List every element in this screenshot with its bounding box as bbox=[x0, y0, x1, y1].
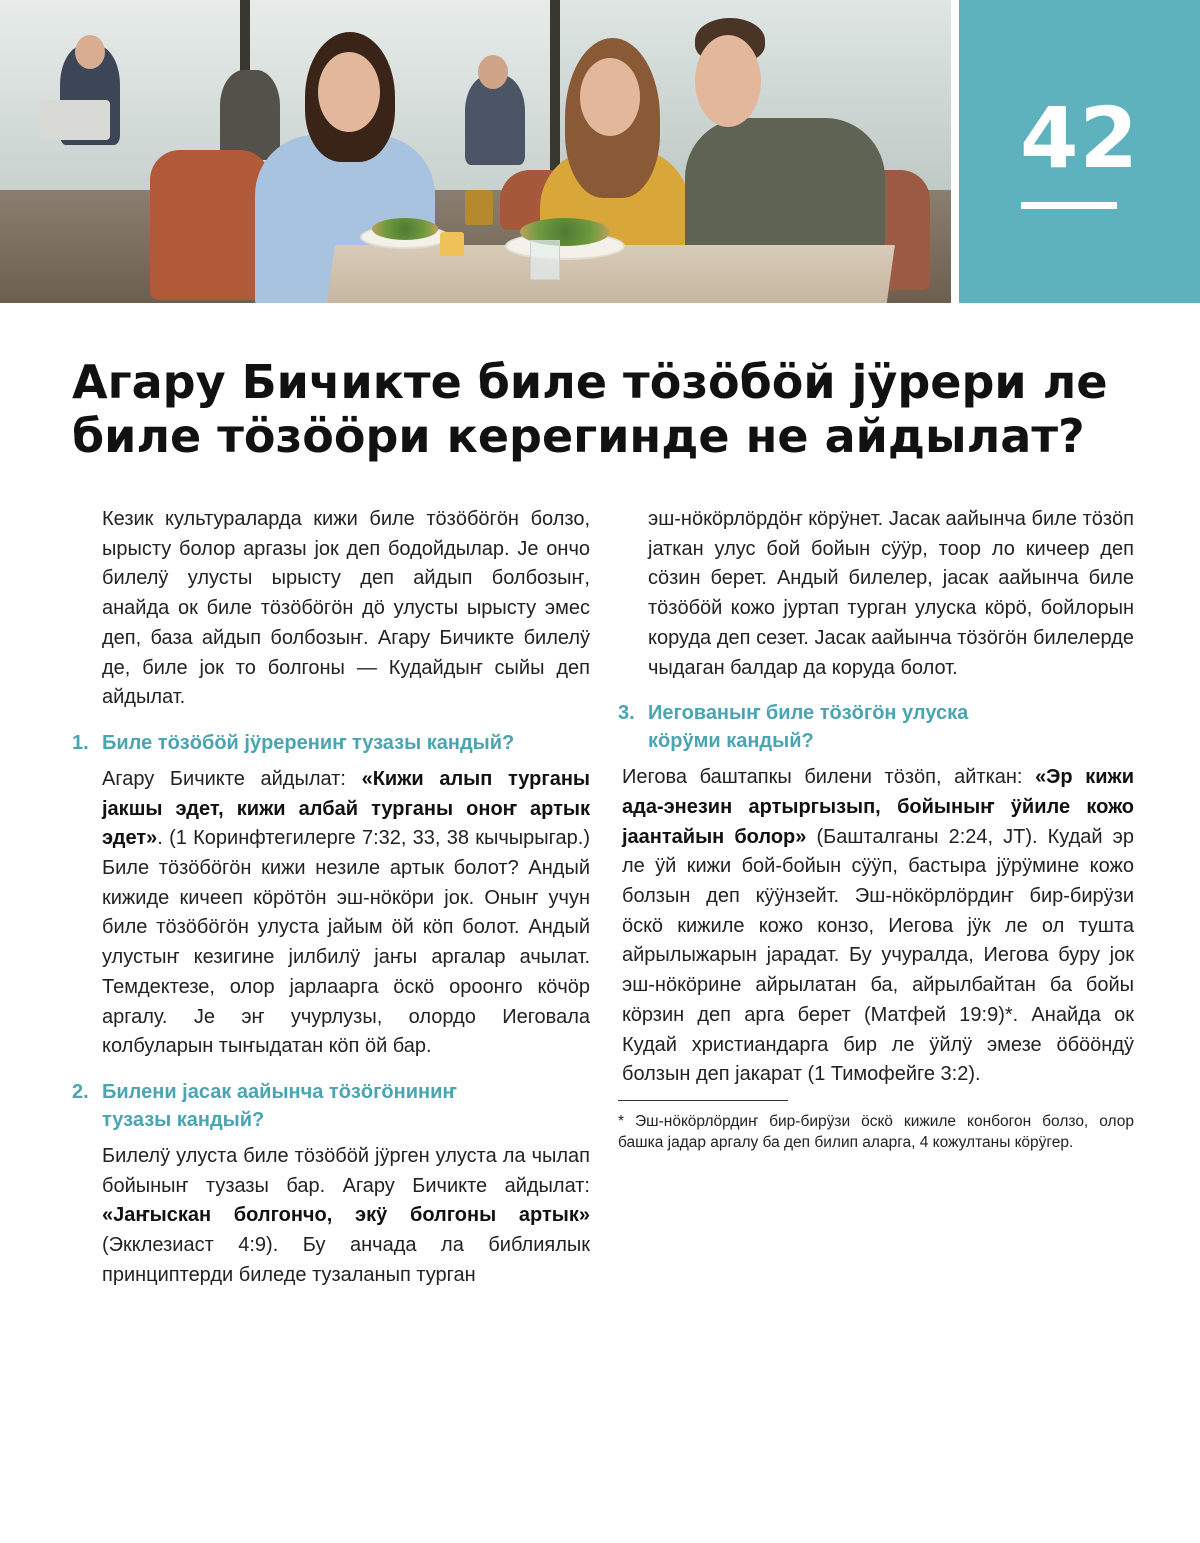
scripture-quote: «Јаҥыскан болгончо, экӱ болгоны артык» bbox=[102, 1204, 590, 1227]
answer-text: . (1 Коринфтегилерге 7:32, 33, 38 кычырыгар.) Биле тӧзӧбӧгӧн кижи незиле артык болот? Андый кижиде кичееп кӧрӧтӧн эш-нӧкӧри јок. Оныҥ учун биле тӧзӧбӧгӧн улуста јайым ӧй кӧп болот. Андый улустыҥ кезигине јилбилӱ јаҥы аргалар ачылат. Темдектезе, олор јарлаарга ӧскӧ ороонго кӧчӧр аргалу. Је эҥ учурлузы, олордо Иеговала колбуларын тыҥыдатан кӧп ӧй бар. bbox=[102, 827, 590, 1058]
question-text-line-2: тузазы кандый? bbox=[102, 1108, 265, 1131]
answer-paragraph-3 bbox=[618, 763, 1134, 1090]
title-line-1: Агару Бичикте биле тӧзӧбӧй јӱрери ле bbox=[72, 355, 1108, 409]
question-text: Биле тӧзӧбӧй јӱререниҥ тузазы кандый? bbox=[102, 731, 515, 754]
question-text: Иегованыҥ биле тӧзӧгӧн улуска bbox=[648, 702, 969, 725]
question-heading-1 bbox=[72, 729, 590, 757]
page-title bbox=[72, 355, 1142, 463]
answer-text: Агару Бичикте айдылат: bbox=[102, 767, 362, 790]
question-heading-2 bbox=[72, 1078, 590, 1134]
answer-text: Билелӱ улуста биле тӧзӧбӧй јӱрген улуста ла чылап бойыныҥ тузазы бар. Агару Бичикте айдылат: bbox=[102, 1144, 590, 1197]
footnote-divider bbox=[618, 1100, 788, 1101]
question-heading-3 bbox=[618, 699, 1134, 755]
answer-paragraph-2-continued: эш-нӧкӧрлӧрдӧҥ кӧрӱнет. Јасак аайынча биле тӧзӧп јаткан улус бой бойын сӱӱр, тоор ло кичеер деп сӧзин берет. Андый билелер, јасак аайынча биле тӧзӧбӧй кожо јуртап турган улуска кӧрӧ, бойлорын коруда деп сезет. Јасак аайынча тӧзӧгӧн билелерде чыдаган балдар да коруда болот. bbox=[648, 508, 1134, 679]
chapter-number-underline bbox=[1021, 202, 1117, 209]
question-text: Билени јасак аайынча тӧзӧгӧниниҥ bbox=[102, 1080, 457, 1103]
scripture-quote: «Эр кижи ада-энезин артыргызып, бойыныҥ ӱйиле кожо јаантайын болор» bbox=[622, 766, 1134, 848]
question-number: 2. bbox=[72, 1080, 89, 1103]
scripture-quote: «Кижи алып турганы јакшы эдет, кижи албай турганы оноҥ артык эдет» bbox=[102, 767, 590, 850]
answer-text: (Экклезиаст 4:9). Бу анчада ла библиялык принциптерди биледе тузаланып турган bbox=[102, 1234, 590, 1286]
question-number: 3. bbox=[618, 702, 635, 725]
chapter-number: 42 bbox=[1020, 89, 1139, 187]
title-line-2: биле тӧзӧӧри керегинде не айдылат? bbox=[72, 409, 1085, 463]
intro-paragraph: Кезик культураларда кижи биле тӧзӧбӧгӧн болзо, ырысту болор аргазы јок деп бодойдылар. Је ончо билелӱ улусты ырысту деп айдып болбозыҥ, анайда ок биле тӧзӧбӧгӧн дӧ улусты ырысту эмес деп, база айдып болбозыҥ. Агару Бичикте билелӱ де, биле јок то болгоны — Кудайдыҥ сыйы деп айдылат. bbox=[102, 508, 590, 709]
chapter-badge bbox=[959, 0, 1200, 303]
right-column bbox=[618, 505, 1134, 1153]
answer-paragraph-2 bbox=[72, 1142, 590, 1291]
answer-text: Иегова баштапкы билени тӧзӧп, айткан: bbox=[622, 766, 1036, 789]
answer-paragraph-1 bbox=[72, 765, 590, 1062]
footnote: * Эш-нӧкӧрлӧрдиҥ бир-бирӱзи ӧскӧ кижиле конбогон болзо, олор башка јадар аргалу ба деп билип аларга, 4 кожултаны кӧрӱгер. bbox=[618, 1112, 1134, 1151]
question-number: 1. bbox=[72, 731, 89, 754]
question-text-line-2: кӧрӱми кандый? bbox=[648, 730, 814, 753]
left-column bbox=[72, 505, 590, 1290]
hero-photo bbox=[0, 0, 951, 303]
answer-text: (Башталганы 2:24, ЈТ). Кудай эр ле ӱй кижи бой-бойын сӱӱп, бастыра јӱрӱмине кожо болзын деп кӱӱнзейт. Эш-нӧкӧрлӧрдиҥ бир-бирӱзи ӧскӧ кижиле кожо конзо, Иегова јӱк ле ол тушта айрылыжарын јарадат. Бу учуралда, Иегова буру јок эш-нӧкӧрине айрылатан ба, айрылбайтан ба бойы кӧрзин деп арга берет (Матфей 19:9)*. Анайда ок Кудай христиандарга бир ле ӱйлӱ эмезе ӧбӧӧндӱ болзын деп јакарат (1 Тимофейге 3:2). bbox=[622, 825, 1134, 1086]
